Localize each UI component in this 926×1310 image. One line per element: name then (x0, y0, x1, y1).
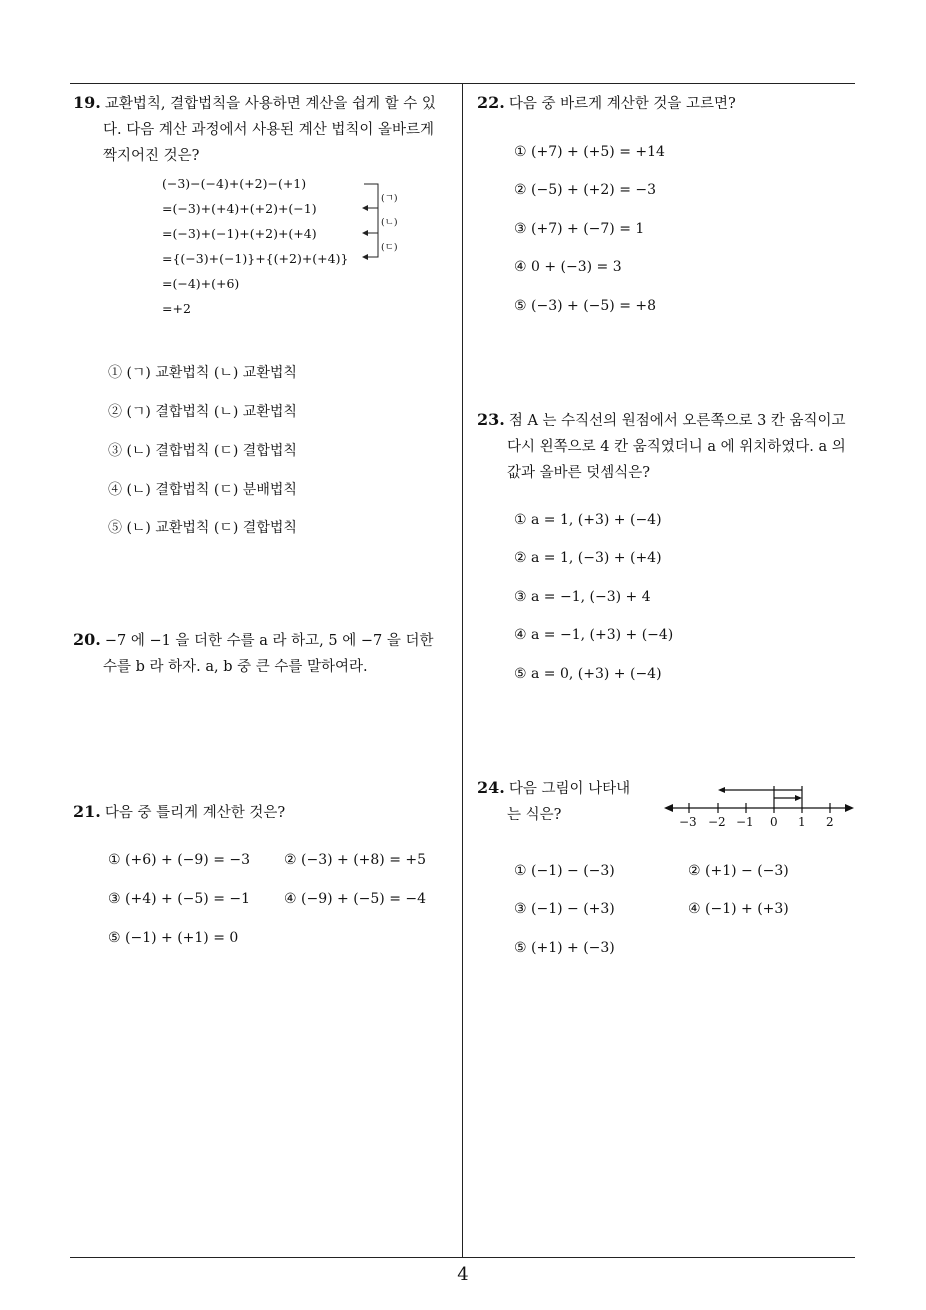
question-24 (477, 775, 677, 828)
question-22 (477, 90, 862, 117)
option-5[interactable]: ⑤ (−1) + (+1) = 0 (108, 930, 239, 946)
option-3[interactable]: ③ (−1) − (+3) (514, 901, 615, 917)
option-4[interactable]: ④ a = −1, (+3) + (−4) (514, 627, 674, 643)
option-1[interactable]: ① a = 1, (+3) + (−4) (514, 512, 662, 528)
calc-line: =(−4)+(+6) (162, 276, 240, 291)
tick-label: −3 (679, 815, 697, 829)
question-text: 수를 b 라 하자. a, b 중 큰 수를 말하여라. (103, 659, 368, 675)
tick-label: −1 (736, 815, 754, 829)
tick-label: 2 (826, 815, 834, 829)
question-text: 는 식은? (507, 807, 562, 823)
question-number: 21. (73, 802, 101, 821)
option-5[interactable]: ⑤ (+1) + (−3) (514, 940, 615, 956)
option-1[interactable]: ① (−1) − (−3) (514, 863, 615, 879)
option-4[interactable]: ④ 0 + (−3) = 3 (514, 259, 622, 275)
calc-line: =(−3)+(+4)+(+2)+(−1) (162, 201, 317, 216)
option-3[interactable]: ③ (+7) + (−7) = 1 (514, 221, 645, 237)
question-text: 다음 중 틀리게 계산한 것은? (104, 805, 286, 821)
option-5[interactable]: ⑤ (ㄴ) 교환법칙 (ㄷ) 결합법칙 (108, 520, 297, 536)
option-1[interactable]: ① (ㄱ) 교환법칙 (ㄴ) 교환법칙 (108, 365, 297, 381)
step-mark: (ㄴ) (381, 217, 398, 228)
question-text: 다음 그림이 나타내 (508, 781, 631, 797)
tick-label: −2 (708, 815, 726, 829)
option-4[interactable]: ④ (ㄴ) 결합법칙 (ㄷ) 분배법칙 (108, 482, 297, 498)
option-5[interactable]: ⑤ a = 0, (+3) + (−4) (514, 666, 662, 682)
option-5[interactable]: ⑤ (−3) + (−5) = +8 (514, 298, 657, 314)
option-2[interactable]: ② (+1) − (−3) (688, 863, 789, 879)
tick-label: 1 (798, 815, 806, 829)
question-number: 23. (477, 410, 505, 429)
option-1[interactable]: ① (+7) + (+5) = +14 (514, 144, 665, 160)
option-1[interactable]: ① (+6) + (−9) = −3 (108, 852, 251, 868)
option-4[interactable]: ④ (−1) + (+3) (688, 901, 789, 917)
question-20 (73, 627, 458, 680)
question-number: 19. (73, 93, 101, 112)
calc-line: (−3)−(−4)+(+2)−(+1) (162, 176, 307, 191)
option-3[interactable]: ③ (ㄴ) 결합법칙 (ㄷ) 결합법칙 (108, 443, 297, 459)
question-23 (477, 407, 862, 486)
question-number: 24. (477, 778, 505, 797)
step-mark: (ㄱ) (381, 193, 398, 204)
question-text: 다시 왼쪽으로 4 칸 움직였더니 a 에 위치하였다. a 의 (507, 439, 846, 455)
option-3[interactable]: ③ (+4) + (−5) = −1 (108, 891, 251, 907)
calc-line: =(−3)+(−1)+(+2)+(+4) (162, 226, 317, 241)
page-number: 4 (457, 1264, 469, 1285)
calc-line: ={(−3)+(−1)}+{(+2)+(+4)} (162, 251, 349, 266)
question-text: 값과 올바른 덧셈식은? (507, 465, 651, 481)
calc-line: =+2 (162, 301, 191, 316)
question-text: 교환법칙, 결합법칙을 사용하면 계산을 쉽게 할 수 있 (104, 96, 436, 112)
option-4[interactable]: ④ (−9) + (−5) = −4 (284, 891, 427, 907)
question-text: 점 A 는 수직선의 원점에서 오른쪽으로 3 칸 움직이고 (508, 413, 846, 429)
question-text: 다음 중 바르게 계산한 것을 고르면? (508, 96, 736, 112)
question-text: 짝지어진 것은? (103, 148, 200, 164)
option-2[interactable]: ② a = 1, (−3) + (+4) (514, 550, 662, 566)
option-3[interactable]: ③ a = −1, (−3) + 4 (514, 589, 651, 605)
step-mark: (ㄷ) (381, 242, 398, 253)
tick-label: 0 (770, 815, 778, 829)
question-number: 22. (477, 93, 505, 112)
option-2[interactable]: ② (ㄱ) 결합법칙 (ㄴ) 교환법칙 (108, 404, 297, 420)
question-text: −7 에 −1 을 더한 수를 a 라 하고, 5 에 −7 을 더한 (104, 633, 434, 649)
question-text: 다. 다음 계산 과정에서 사용된 계산 법칙이 올바르게 (103, 122, 435, 138)
question-number: 20. (73, 630, 101, 649)
option-2[interactable]: ② (−3) + (+8) = +5 (284, 852, 427, 868)
question-21 (73, 799, 458, 826)
option-2[interactable]: ② (−5) + (+2) = −3 (514, 182, 657, 198)
